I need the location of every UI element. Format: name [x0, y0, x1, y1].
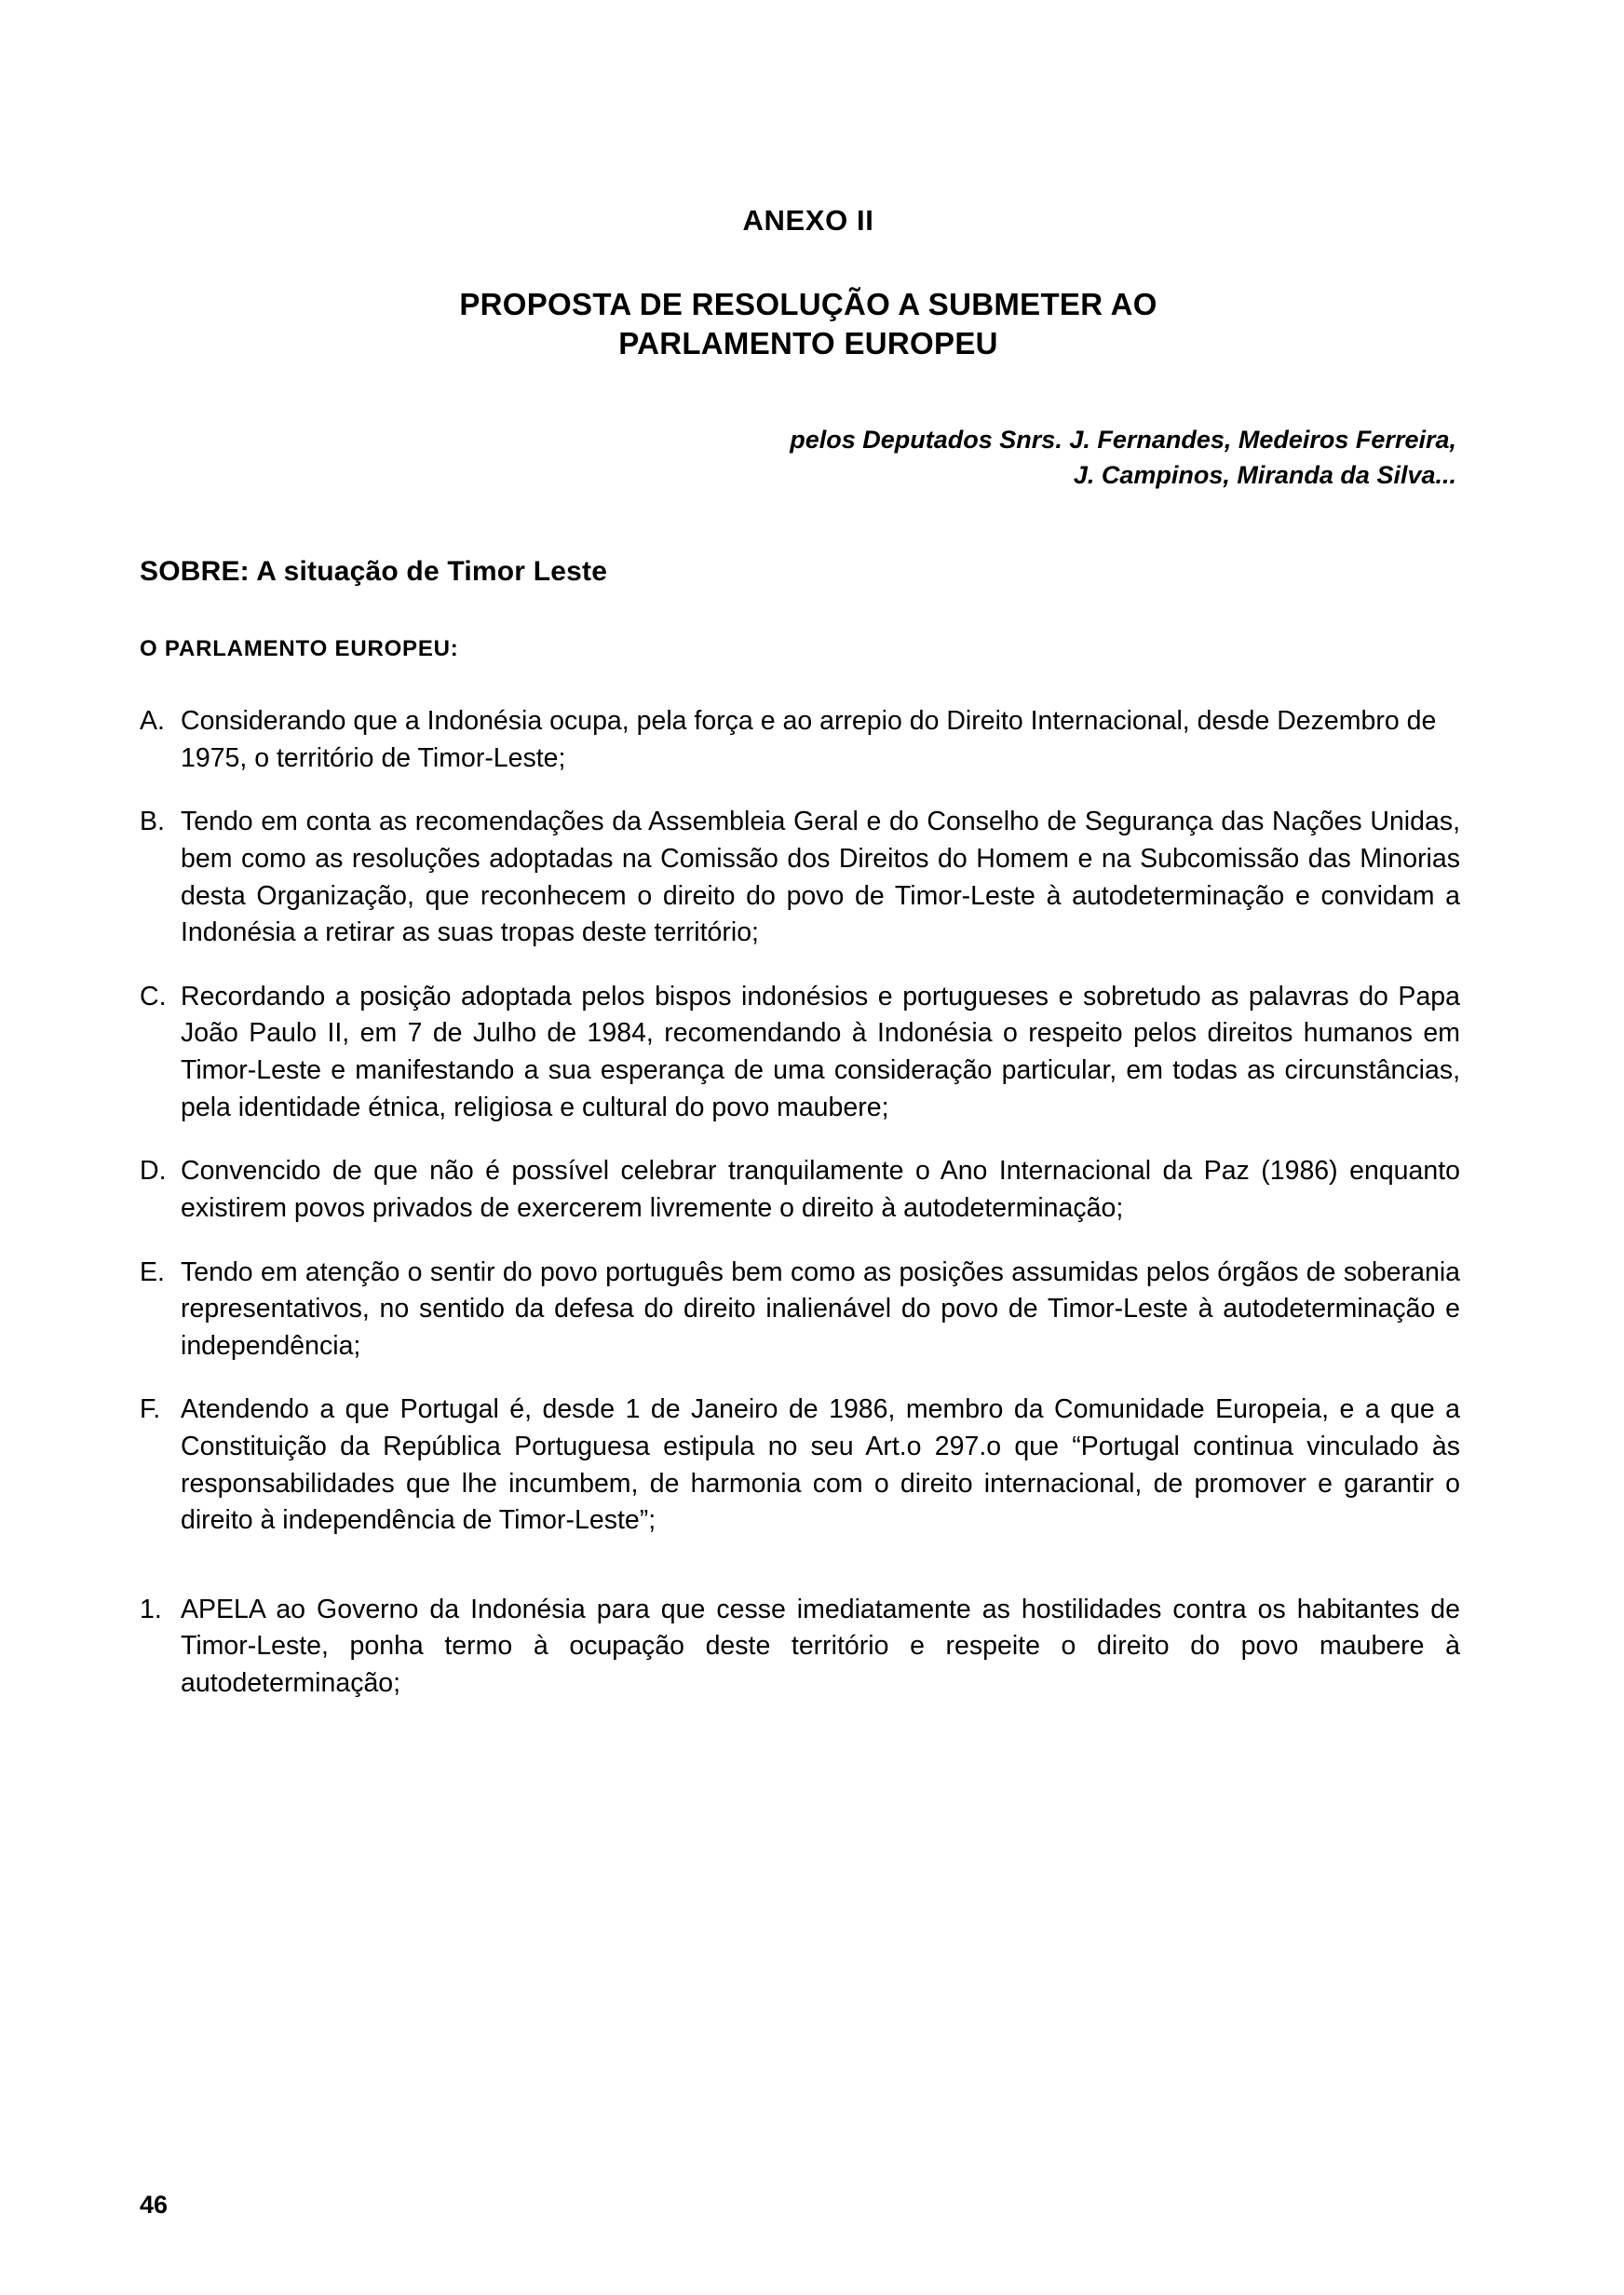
clause-item	[140, 1392, 1460, 1539]
main-title-line-2: PARLAMENTO EUROPEU	[618, 326, 998, 361]
clause-item	[140, 804, 1460, 951]
clause-marker: E.	[140, 1256, 165, 1287]
resolution-text: APELA ao Governo da Indonésia para que cesse imediatamente as hostilidades contra os habitantes de Timor-Leste, ponha termo à ocupação deste território e respeite o direito do povo maubere à autodeterminação;	[181, 1594, 1460, 1699]
clause-marker: F.	[140, 1394, 161, 1425]
main-title-line-1: PROPOSTA DE RESOLUÇÃO A SUBMETER AO	[459, 287, 1157, 322]
clause-text: Considerando que a Indonésia ocupa, pela força e ao arrepio do Direito Internacional, desde Dezembro de 1975, o território de Timor-Leste;	[181, 706, 1437, 773]
clause-text: Tendo em conta as recomendações da Assembleia Geral e do Conselho de Segurança das Nações Unidas, bem como as resoluções adoptadas na Comissão dos Direitos do Homem e na Subcomissão das Minorias desta Organização, que reconhecem o direito do povo de Timor-Leste à autodeterminação e convidam a Indonésia a retirar as suas tropas deste território;	[181, 807, 1460, 948]
resolution-marker: 1.	[140, 1594, 162, 1624]
clause-item	[140, 979, 1460, 1126]
clause-text: Recordando a posição adoptada pelos bispos indonésios e portugueses e sobretudo as palavras do Papa João Paulo II, em 7 de Julho de 1984, recomendando à Indonésia o respeito pelos direitos humanos em Timor-Leste e manifestando a sua esperança de uma consideração particular, em todas as circunstâncias, pela identidade étnica, religiosa e cultural do povo maubere;	[181, 981, 1460, 1122]
clause-marker: D.	[140, 1156, 167, 1187]
clause-text: Atendendo a que Portugal é, desde 1 de Janeiro de 1986, membro da Comunidade Europeia, e a que a Constituição da República Portuguesa estipula no seu Art.o 297.o que “Portugal continua vinculado às responsabilidades que lhe incumbem, de harmonia com o direito internacional, de promover e garantir o direito à independência de Timor-Leste”;	[181, 1394, 1460, 1536]
resolution-list	[140, 1592, 1460, 1703]
page-number: 46	[140, 2191, 169, 2219]
annex-title: ANEXO II	[742, 204, 874, 237]
clause-list	[140, 703, 1460, 1540]
preamble-line: O PARLAMENTO EUROPEU:	[140, 636, 459, 662]
attribution-line-1: pelos Deputados Snrs. J. Fernandes, Medeiros Ferreira,	[790, 425, 1456, 454]
clause-text: Convencido de que não é possível celebrar tranquilamente o Ano Internacional da Paz (1986) enquanto existirem povos privados de exercerem livremente o direito à autodeterminação;	[181, 1156, 1460, 1223]
clause-item	[140, 1255, 1460, 1365]
subject-line: SOBRE: A situação de Timor Leste	[140, 556, 608, 588]
main-title	[156, 285, 1460, 363]
clause-marker: C.	[140, 981, 167, 1012]
clause-marker: A.	[140, 706, 165, 737]
clause-marker: B.	[140, 807, 165, 837]
clause-item	[140, 1153, 1460, 1227]
attribution-block	[156, 422, 1460, 494]
resolution-item	[140, 1592, 1460, 1703]
attribution-line-2: J. Campinos, Miranda da Silva...	[1073, 460, 1456, 489]
page-content	[140, 0, 1460, 1730]
clause-item	[140, 703, 1460, 777]
clause-text: Tendo em atenção o sentir do povo português bem como as posições assumidas pelos órgãos de soberania representativos, no sentido da defesa do direito inalienável do povo de Timor-Leste à autodeterminação e independência;	[181, 1256, 1460, 1361]
